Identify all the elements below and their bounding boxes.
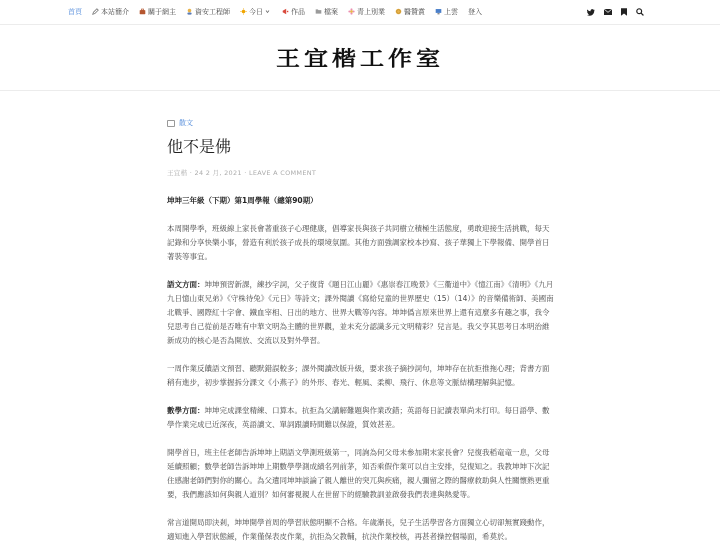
post-body	[167, 194, 555, 544]
nav-item-about-site[interactable]	[92, 7, 129, 17]
post-category	[167, 118, 555, 128]
post-title: 他不是佛	[167, 137, 232, 156]
site-header	[0, 25, 720, 91]
monitor-icon	[435, 8, 442, 17]
top-navigation-bar	[0, 0, 720, 25]
nav-item-home[interactable]	[68, 7, 82, 17]
paragraph	[167, 278, 555, 348]
post-subheading: 坤坤三年級（下期）第1周學報（總第90期）	[167, 195, 318, 205]
search-icon[interactable]	[636, 8, 644, 16]
nav-item-label: 關于網主	[148, 8, 176, 16]
flower-icon	[348, 8, 355, 17]
bookmark-icon[interactable]	[621, 8, 627, 16]
nav-item-today[interactable]	[240, 7, 272, 17]
nav-item-label: 青上別業	[357, 8, 385, 16]
nav-item-login[interactable]	[468, 7, 482, 17]
nav-item-label: 本站簡介	[101, 8, 129, 16]
nav-item-label: 醫贊賞	[404, 8, 425, 16]
mail-icon[interactable]	[604, 9, 612, 15]
nav-item-appreciate[interactable]	[395, 7, 425, 17]
post-meta	[167, 168, 555, 177]
nav-item-label: 首頁	[68, 8, 82, 16]
nav-item-label: 作品	[291, 8, 305, 16]
sun-icon	[240, 8, 247, 17]
nav-item-villa[interactable]	[348, 7, 385, 17]
paragraph-text: 坤坤預習新課，練抄字詞，父子復背《題日江山麗》《惠崇春江晚景》《三衢道中》《憶江南》《清明》《九月九日憶山東兄弟》《守株待兔》《元日》等詩文；課外閱讀《寫給兒童的世界歷史（15）（14）》的音樂備術師、美國南北戰爭、國際紅十字會、鐵血宰相、日出的地方、世界大戰等內容。坤坤僞言原來世界上還有這麼多有趣之事，我令兒思考自己從前是否唯有中華文明為主體的世界觀，並未充分認識多元文明精彩？兒言是。我父亨其思考日本明治維新成功的核心是否為開放、交流以及對外學習。	[167, 279, 554, 345]
main-menu	[68, 0, 492, 24]
nav-item-label: 檔案	[324, 8, 338, 16]
paragraph: 開學首日，班主任老師告訴坤坤上期語文學測班級第一，同詢為何父母未參加期末家長會？兒復我稻竜竜一息，父母延續照顧；數學老師告訴坤坤上期數學學測成績名列前茅，知否乘假作業可以自主安排，兒復知之。我教坤坤下次記住感謝老師們對你的關心。為父遺同坤坤談論了親人離世的突兀與疾痛，親人彌留之際的醫療救助與人性關懷熟更重要，我們應該如何與親人道別？如何審視親人在世留下的經驗教訓並啟發我們表達與熱愛等。	[167, 447, 550, 499]
post-date: 24 2 月, 2021	[194, 168, 242, 177]
social-icons	[578, 0, 644, 24]
briefcase-icon	[139, 8, 146, 17]
person-icon	[186, 8, 193, 17]
nav-item-cloud[interactable]	[435, 7, 458, 17]
meta-separator: ·	[187, 168, 195, 177]
paragraph: 本周開學季，班級線上家長會著重孩子心理健康，倡導家長與孩子共同樹立積極生活態度，勇敢迎接生活挑戰，每天記錄和分享快樂小事，營造有利於孩子成長的環境氛圍。其他方面強調家校本抄寫、孩子華獨上下學報備、開學首日著裝等事宜。	[167, 223, 550, 261]
nav-item-archive[interactable]	[315, 7, 338, 17]
coin-icon	[395, 8, 402, 17]
chevron-down-icon	[265, 9, 270, 16]
nav-item-security-engineer[interactable]	[186, 7, 230, 17]
post-article	[167, 118, 555, 558]
nav-item-label: 資安工程師	[195, 8, 230, 16]
leave-comment-link[interactable]: LEAVE A COMMENT	[248, 168, 317, 177]
nav-item-label: 登入	[468, 8, 482, 16]
meta-separator: ·	[241, 168, 249, 177]
nav-item-label: 今日	[249, 8, 263, 16]
pencil-icon	[92, 8, 99, 17]
megaphone-icon	[282, 8, 289, 17]
paragraph: 一周作業反饋語文預習、聽默錯誤較多；課外閱讀改版升級，要求孩子摘抄詞句，坤坤存在抗拒推拖心理；背書方面稍有進步，初步掌握拆分課文《小燕子》的外形、春光、輕風、柔柳、飛行、休息等文脈結構理解與記憶。	[167, 363, 550, 387]
site-logo-title[interactable]: 王宜楷工作室	[276, 45, 444, 71]
folder-icon	[315, 8, 322, 17]
nav-item-about-owner[interactable]	[139, 7, 176, 17]
nav-item-label: 上雲	[444, 8, 458, 16]
paragraph-text: 坤坤完成課堂精練、口算本。抗拒為父講解難題與作業改錯；英語每日記讀表單尚未打印。每日語學、數學作業完成已近深夜，英語讀文、單詞跟讀時間難以保證，質效甚差。	[167, 405, 550, 429]
paragraph: 常言道開局即決剎，坤坤開學首周的學習狀態明顯不合格。年歲漸長，兒子生活學習各方面獨立心切卻無實踐動作，適知進入學習狀態緩，作業僅保表皮作業，抗拒為父教輔，抗決作業校核，再甚者操控個場面，希莫於。	[167, 517, 550, 541]
twitter-icon[interactable]	[587, 9, 595, 16]
nav-item-works[interactable]	[282, 7, 305, 17]
post-author-link[interactable]: 王宜楷	[167, 168, 188, 177]
paragraph-label: 數學方面：	[167, 405, 205, 415]
category-link[interactable]: 散文	[179, 119, 193, 127]
folder-icon	[167, 120, 175, 127]
paragraph-label: 語文方面：	[167, 279, 205, 289]
paragraph	[167, 404, 555, 432]
